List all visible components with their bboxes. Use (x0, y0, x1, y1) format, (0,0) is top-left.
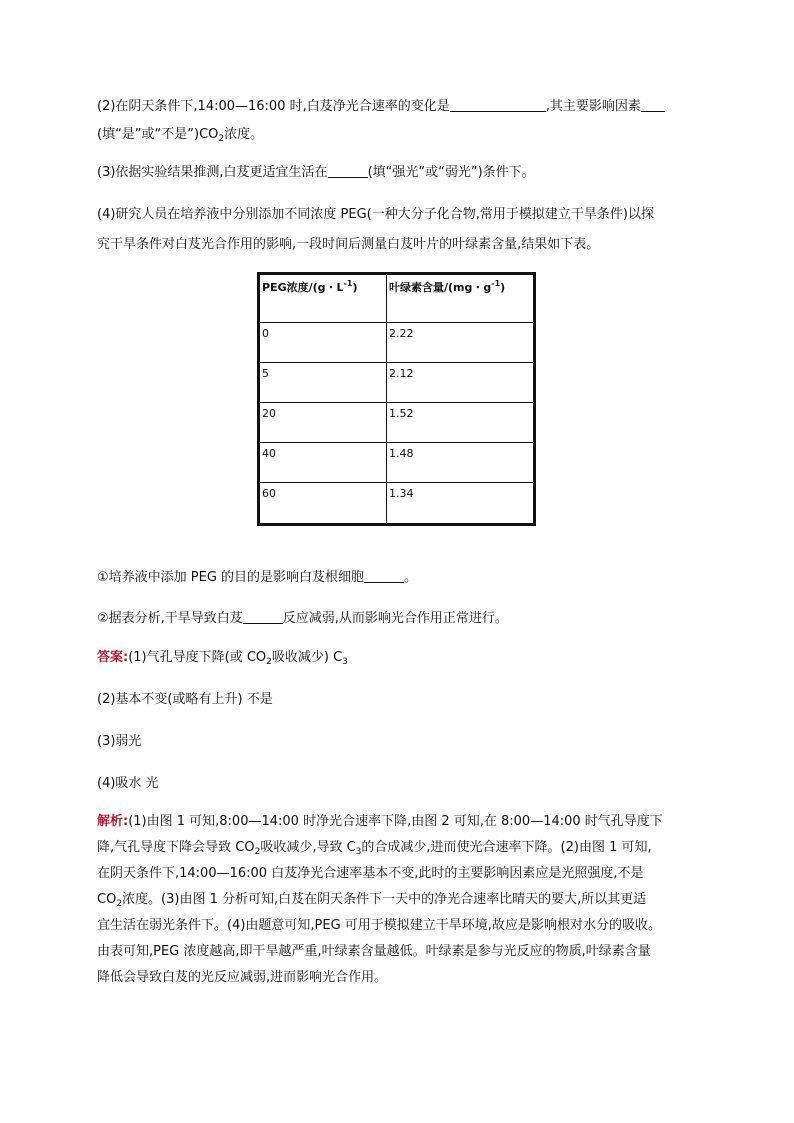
answer-blank (364, 568, 404, 583)
peg-cell: 60 (259, 482, 387, 524)
table-row (259, 402, 535, 442)
answer-3: (3)弱光 (97, 734, 142, 749)
peg-header: PEG浓度/(g・$L^{-1}$) (259, 274, 387, 323)
chlorophyll-cell: 2.22 (387, 322, 535, 362)
analysis-line: 在阴天条件下,14:00—16:00 白芨净光合速率基本不变,此时的主要影响因素应是光照强度,不是 (97, 866, 644, 881)
answer-blank (641, 97, 665, 112)
question-4-line-1: (4)研究人员在培养液中分别添加不同浓度 PEG(一种大分子化合物,常用于模拟建立干旱条件)以探 (97, 207, 654, 222)
question-4-line-2: 究干旱条件对白芨光合作用的影响,一段时间后测量白芨叶片的叶绿素含量,结果如下表。 (97, 237, 600, 252)
answer-1: 答案:(1)气孔导度下降(或 $CO_2$吸收减少) $C_3$ (97, 650, 348, 667)
analysis-label: 解析: (97, 814, 129, 829)
answer-2: (2)基本不变(或略有上升) 不是 (97, 692, 273, 707)
table-row (259, 442, 535, 482)
chlorophyll-cell: 1.48 (387, 442, 535, 482)
question-2-line-2: (填“是”或“不是$”)CO_2$浓度。 (97, 127, 264, 144)
question-2-line-1: (2)在阴天条件下,14:00—16:00 时,白芨净光合速率的变化是 ,其主要影响因素 (97, 95, 709, 119)
peg-chlorophyll-table (257, 272, 536, 526)
answer-blank (328, 163, 368, 178)
analysis-line: 解析:(1)由图 1 可知,8:00—14:00 时净光合速率下降,由图 2 可知,在 8:00—14:00 时气孔导度下 (97, 814, 663, 829)
answer-label: 答案: (97, 650, 129, 665)
peg-cell: 20 (259, 402, 387, 442)
peg-cell: 40 (259, 442, 387, 482)
chlorophyll-cell: 2.12 (387, 362, 535, 402)
question-2 (97, 95, 709, 147)
analysis-line: 降低会导致白芨的光反应减弱,进而影响光合作用。 (97, 970, 388, 985)
peg-cell: 0 (259, 322, 387, 362)
sub-question-1: ①培养液中添加 PEG 的目的是影响白芨根细胞 。 (97, 570, 418, 585)
table-row (259, 362, 535, 402)
answer-blank (243, 609, 283, 624)
table-row (259, 322, 535, 362)
analysis-line: 宜生活在弱光条件下。(4)由题意可知,PEG 可用于模拟建立干旱环境,故应是影响根对水分的吸收。 (97, 918, 661, 933)
table-row (259, 482, 535, 524)
table-header-row (259, 274, 535, 323)
chlorophyll-cell: 1.34 (387, 482, 535, 524)
chlorophyll-header: 叶绿素含量/(mg・$g^{-1}$) (387, 274, 535, 323)
analysis-line: 降,气孔导度下降会导致 $CO_2$吸收减少,导致 $C_3$的合成减少,进而使光合速率下降。(2)由图 1 可知, (97, 840, 652, 857)
answer-section (97, 646, 709, 796)
analysis-line: $CO_2$浓度。(3)由图 1 分析可知,白芨在阴天条件下一天中的净光合速率比晴天的要大,所以其更适 (97, 892, 647, 909)
question-4 (97, 203, 709, 257)
peg-cell: 5 (259, 362, 387, 402)
answer-blank (450, 97, 546, 112)
chlorophyll-cell: 1.52 (387, 402, 535, 442)
sub-question-2: ②据表分析,干旱导致白芨 反应减弱,从而影响光合作用正常进行。 (97, 611, 508, 626)
analysis-line: 由表可知,PEG 浓度越高,即干旱越严重,叶绿素含量越低。叶绿素是参与光反应的物质,叶绿素含量 (97, 944, 651, 959)
answer-4: (4)吸水 光 (97, 776, 159, 791)
analysis-section (97, 809, 709, 991)
question-3: (3)依据实验结果推测,白芨更适宜生活在 (填“强光”或“弱光”)条件下。 (97, 165, 535, 180)
